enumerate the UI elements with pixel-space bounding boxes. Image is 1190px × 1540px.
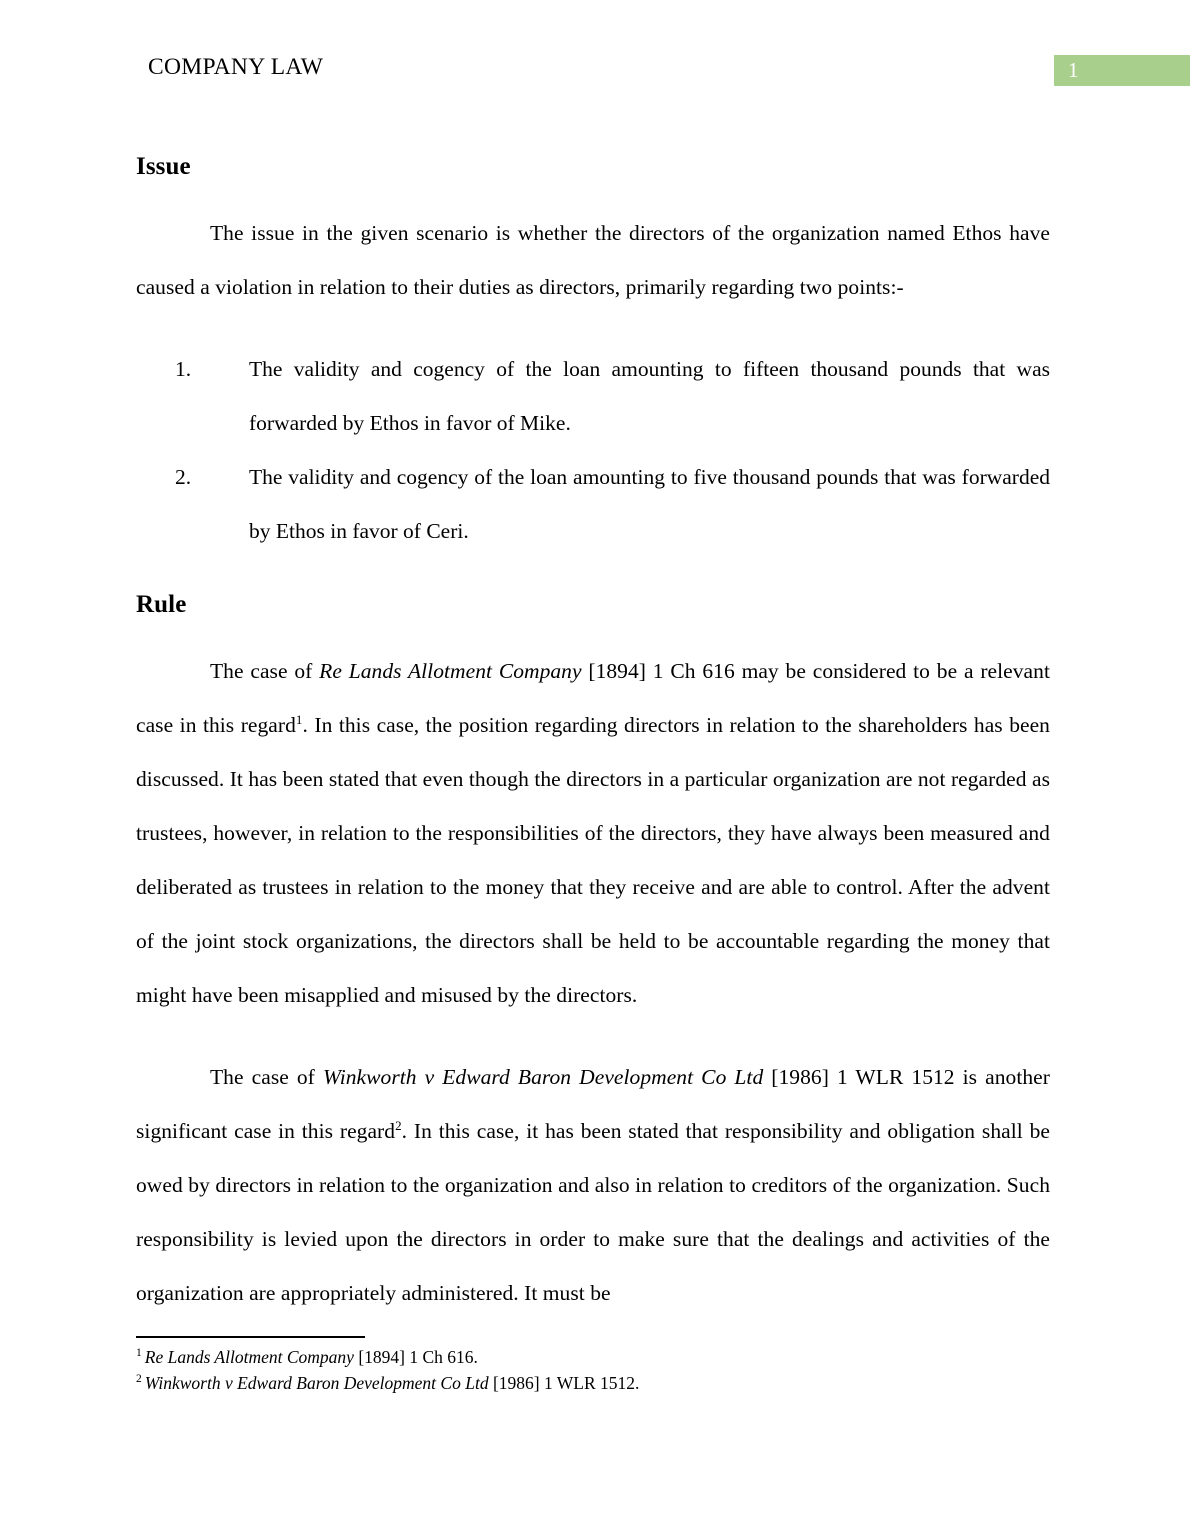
footnote-ref-2[interactable]: 2	[395, 1117, 402, 1133]
footnote-1	[136, 1344, 1050, 1370]
footnote-2-citation: [1986] 1 WLR 1512.	[488, 1373, 640, 1393]
rule-par1-rest: . In this case, the position regarding directors in relation to the shareholders has been discussed. It has been stated that even though the directors in a particular organization are not regarded as trustees, however, in relation to the responsibilities of the directors, they have always been measured and deliberated as trustees in relation to the money that they receive and are able to control. After the advent of the joint stock organizations, the directors shall be held to be accountable regarding the money that might have been misapplied and misused by the directors.	[136, 713, 1050, 1007]
footnote-separator	[136, 1336, 365, 1338]
footnote-area	[136, 1336, 1050, 1396]
footnote-ref-1[interactable]: 1	[295, 711, 303, 727]
document-header	[0, 52, 1190, 92]
document-body	[136, 150, 1050, 1320]
footnote-number-1: 1	[136, 1347, 142, 1360]
spacer	[136, 1022, 1050, 1050]
issue-points-list	[136, 342, 1050, 558]
issue-paragraph: The issue in the given scenario is whether the directors of the organization named Ethos have caused a violation in relation to their duties as directors, primarily regarding two points:-	[136, 221, 1050, 299]
case-citation-winkworth: Winkworth v Edward Baron Development Co Ltd	[322, 1065, 764, 1089]
spacer	[136, 558, 1050, 588]
rule-paragraph-2	[136, 1050, 1050, 1320]
page-number-text: 1	[1068, 58, 1079, 82]
rule-par1-lead: The case of	[210, 659, 320, 683]
footnote-2	[136, 1370, 1050, 1396]
footnote-2-case-name: Winkworth v Edward Baron Development Co Ltd	[144, 1373, 489, 1393]
page-number-badge	[1054, 55, 1190, 86]
list-item: The validity and cogency of the loan amounting to fifteen thousand pounds that was forwarded by Ethos in favor of Mike.	[249, 357, 1050, 435]
rule-par2-rest: . In this case, it has been stated that responsibility and obligation shall be owed by directors in relation to the organization and also in relation to creditors of the organization. Such responsibility is levied upon the directors in order to make sure that the dealings and activities of the organization are appropriately administered. It must be	[136, 1119, 1050, 1305]
rule-par2-lead: The case of	[210, 1065, 323, 1089]
list-item: The validity and cogency of the loan amounting to five thousand pounds that was forwarded by Ethos in favor of Ceri.	[249, 465, 1050, 543]
rule-par1-citation: [1894] 1 Ch 616 may be considered to be a relevant case in this regard	[136, 659, 1050, 737]
header-title: COMPANY LAW	[148, 54, 324, 80]
case-citation-re-lands-allotment: Re Lands Allotment Company	[319, 659, 582, 683]
footnote-1-case-name: Re Lands Allotment Company	[144, 1347, 354, 1367]
rule-par2-citation: [1986] 1 WLR 1512 is another significant case in this regard	[136, 1065, 1050, 1143]
section-heading-rule: Rule	[136, 591, 187, 618]
spacer	[136, 622, 1050, 644]
spacer	[136, 184, 1050, 206]
rule-paragraph-1	[136, 644, 1050, 1022]
footnote-1-citation: [1894] 1 Ch 616.	[353, 1347, 478, 1367]
spacer	[136, 314, 1050, 342]
footnote-number-2: 2	[136, 1373, 142, 1386]
section-heading-issue: Issue	[136, 153, 191, 180]
